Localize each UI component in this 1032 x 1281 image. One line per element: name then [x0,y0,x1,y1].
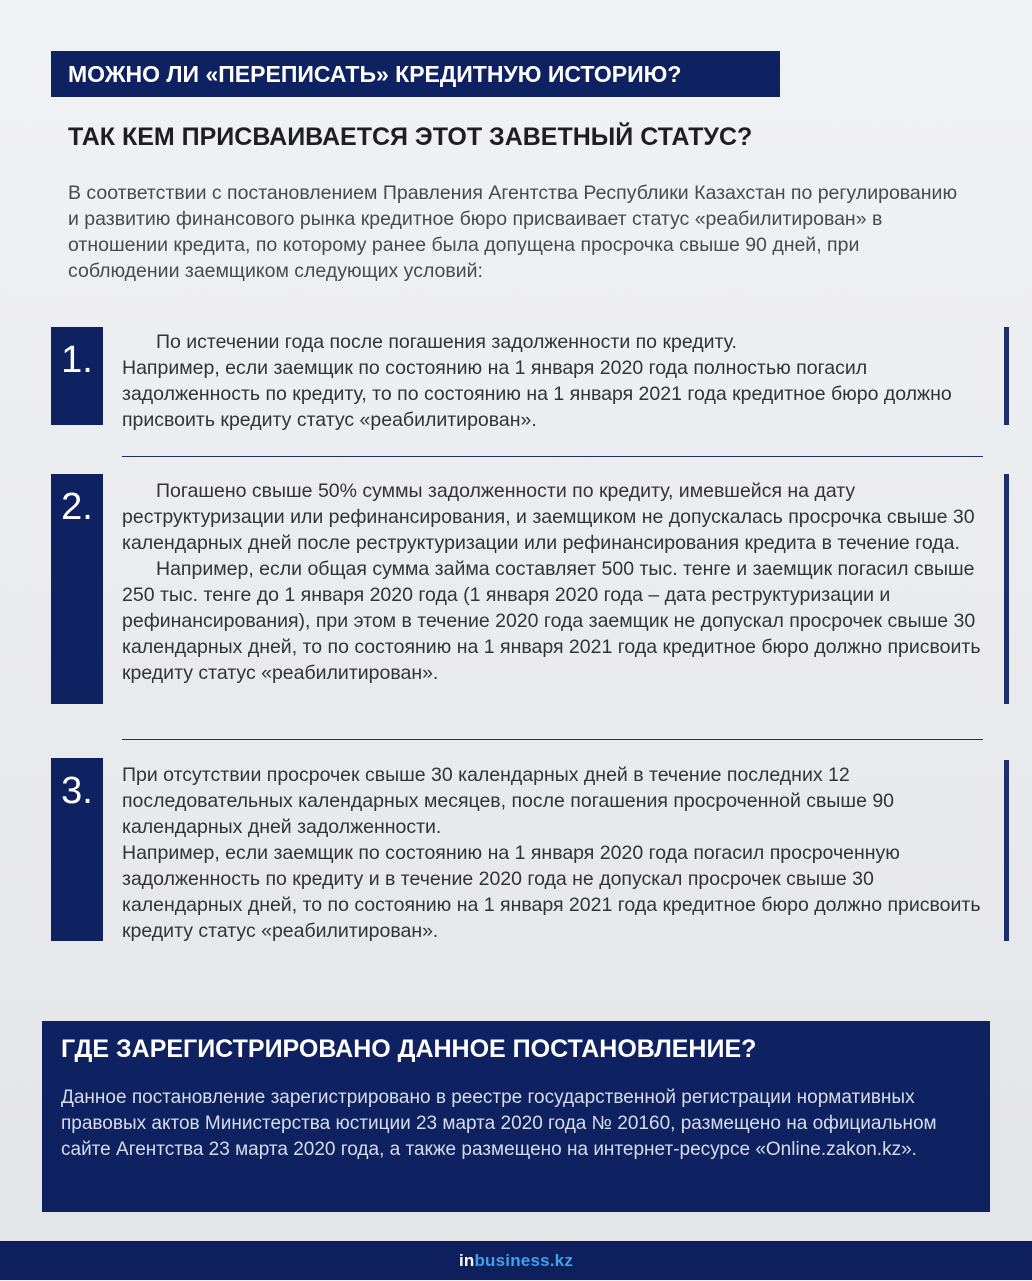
condition-text-1 [122,329,992,433]
condition-3-example: Например, если заемщик по состоянию на 1 января 2020 года погасил просроченную задолженность по кредиту и в течение 2020 года не допускал просрочек свыше 30 календарных дней, то по состоянию на 1 января 2021 года кредитное бюро должно присвоить кредиту статус «реабилитирован». [122,842,981,942]
condition-1-statement: По истечении года после погашения задолженности по кредиту. [156,331,737,353]
registration-title: ГДЕ ЗАРЕГИСТРИРОВАНО ДАННОЕ ПОСТАНОВЛЕНИЕ? [61,1035,757,1063]
registration-text: Данное постановление зарегистрировано в реестре государственной регистрации нормативных правовых актов Министерства юстиции 23 марта 2020 года № 20160, размещено на официальном сайте Агентства 23 марта 2020 года, а также размещено на интернет-ресурсе «Online.zakon.kz». [61,1087,937,1160]
condition-number-1: 1. [51,327,103,425]
condition-number-3: 3. [51,758,103,941]
divider-2 [122,739,983,740]
condition-3-side-bar [1004,760,1009,941]
logo-business-part: business.kz [474,1251,574,1270]
condition-2-side-bar [1004,474,1009,704]
condition-text-2 [122,478,992,686]
banner-title: МОЖНО ЛИ «ПЕРЕПИСАТЬ» КРЕДИТНУЮ ИСТОРИЮ? [68,61,682,87]
section-subtitle: ТАК КЕМ ПРИСВАИВАЕТСЯ ЭТОТ ЗАВЕТНЫЙ СТАТУС? [68,123,753,151]
condition-1-side-bar [1004,327,1009,425]
condition-2-example: Например, если общая сумма займа составляет 500 тыс. тенге и заемщик погасил свыше 250 тыс. тенге до 1 января 2020 года (1 января 2020 года – дата реструктуризации и рефинансирования), при этом в течение 2020 года заемщик не допускал просрочек свыше 30 календарных дней, то по состоянию на 1 января 2021 года кредитное бюро должно присвоить кредиту статус «реабилитирован». [122,558,981,684]
footer-bar [0,1241,1032,1280]
title-banner [51,51,780,97]
condition-number-2: 2. [51,474,103,704]
intro-paragraph: В соответствии с постановлением Правления Агентства Республики Казахстан по регулированию и развитию финансового рынка кредитное бюро присваивает статус «реабилитирован» в отношении кредита, по которому ранее была допущена просрочка свыше 90 дней, при соблюдении заемщиком следующих условий: [68,182,958,282]
registration-box [42,1021,990,1212]
condition-1-example: Например, если заемщик по состоянию на 1 января 2020 года полностью погасил задолженность по кредиту, то по состоянию на 1 января 2021 года кредитное бюро должно присвоить кредиту статус «реабилитирован». [122,357,952,431]
condition-text-3 [122,762,992,944]
condition-2-statement: Погашено свыше 50% суммы задолженности по кредиту, имевшейся на дату реструктуризации или рефинансирования, и заемщиком не допускалась просрочка свыше 30 календарных дней после реструктуризации или рефинансирования кредита в течение года. [122,480,975,554]
inbusiness-logo[interactable] [459,1251,573,1270]
logo-in-part: in [458,1251,475,1270]
condition-3-statement: При отсутствии просрочек свыше 30 календарных дней в течение последних 12 последовательных календарных месяцев, после погашения просроченной свыше 90 календарных дней задолженности. [122,764,895,838]
divider-1 [122,456,983,457]
